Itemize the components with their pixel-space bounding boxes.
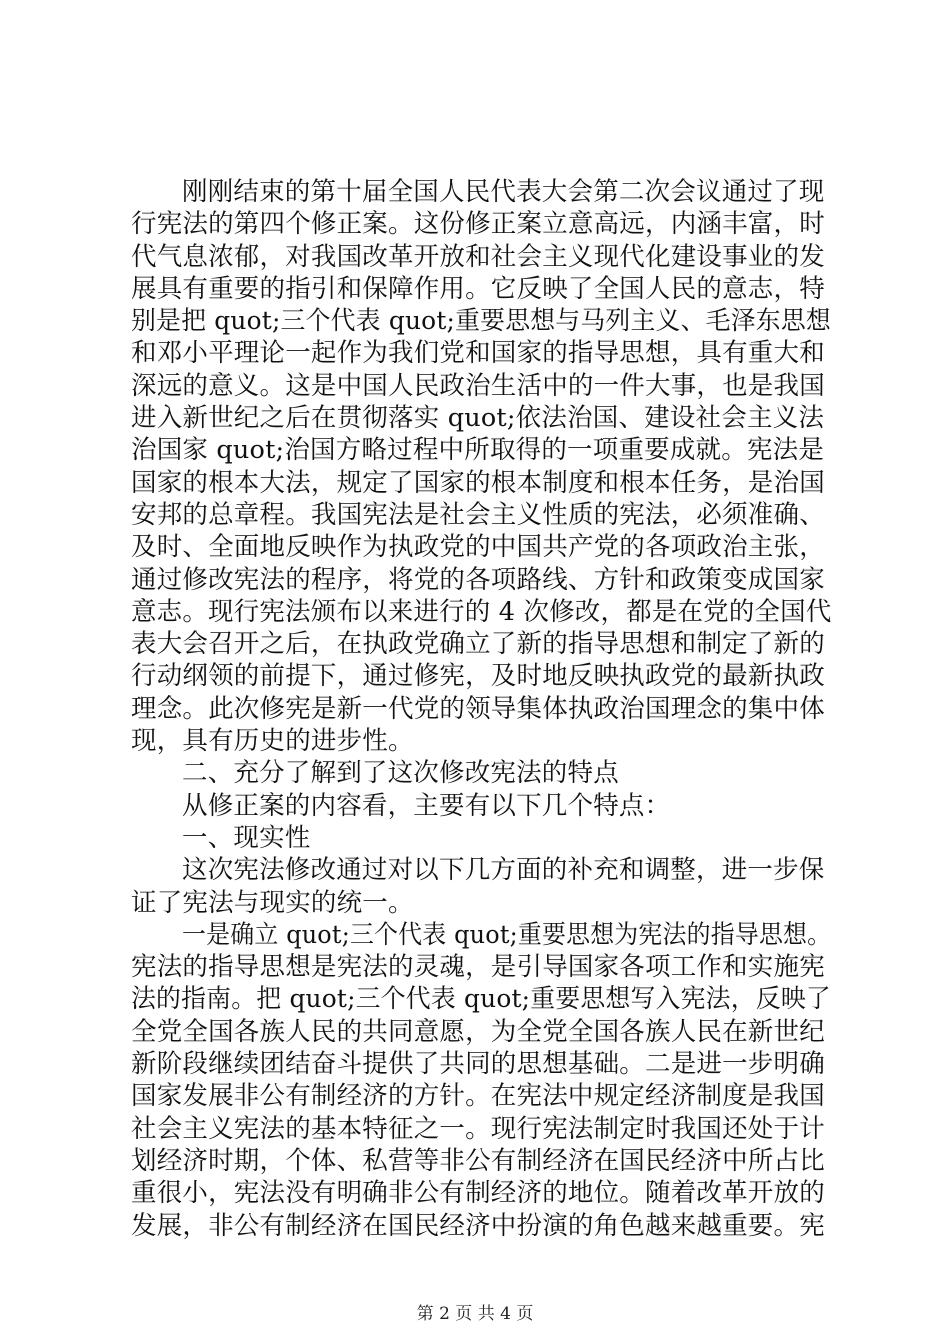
text-line: 及时、全面地反映作为执政党的中国共产党的各项政治主张， xyxy=(131,532,825,563)
text-line: 行动纲领的前提下，通过修宪，及时地反映执政党的最新执政 xyxy=(131,661,825,692)
document-body xyxy=(131,176,831,1242)
text-line: 法的指南。把 quot;三个代表 quot;重要思想写入宪法，反映了 xyxy=(131,984,831,1015)
page-footer: 第 2 页 共 4 页 xyxy=(416,1304,534,1324)
text-line: 展具有重要的指引和保障作用。它反映了全国人民的意志，特 xyxy=(131,273,825,304)
text-line: 重很小，宪法没有明确非公有制经济的地位。随着改革开放的 xyxy=(131,1178,825,1209)
text-line: 进入新世纪之后在贯彻落实 quot;依法治国、建设社会主义法 xyxy=(131,403,825,434)
text-line: 宪法的指导思想是宪法的灵魂，是引导国家各项工作和实施宪 xyxy=(131,952,825,983)
text-line: 发展，非公有制经济在国民经济中扮演的角色越来越重要。宪 xyxy=(131,1210,825,1241)
text-line: 社会主义宪法的基本特征之一。现行宪法制定时我国还处于计 xyxy=(131,1113,825,1144)
text-line: 国家发展非公有制经济的方针。在宪法中规定经济制度是我国 xyxy=(131,1081,825,1112)
text-line: 理念。此次修宪是新一代党的领导集体执政治国理念的集中体 xyxy=(131,693,825,724)
text-line: 这次宪法修改通过对以下几方面的补充和调整，进一步保 xyxy=(182,855,825,886)
text-line: 划经济时期，个体、私营等非公有制经济在国民经济中所占比 xyxy=(131,1145,825,1176)
text-line: 深远的意义。这是中国人民政治生活中的一件大事，也是我国 xyxy=(131,370,825,401)
text-line: 代气息浓郁，对我国改革开放和社会主义现代化建设事业的发 xyxy=(131,241,825,272)
text-line: 二、充分了解到了这次修改宪法的特点 xyxy=(182,758,619,789)
text-line: 别是把 quot;三个代表 quot;重要思想与马列主义、毛泽东思想 xyxy=(131,306,831,337)
text-line: 一是确立 quot;三个代表 quot;重要思想为宪法的指导思想。 xyxy=(182,919,832,950)
text-line: 证了宪法与现实的统一。 xyxy=(131,887,414,918)
text-line: 从修正案的内容看，主要有以下几个特点： xyxy=(182,790,671,821)
text-line: 治国家 quot;治国方略过程中所取得的一项重要成就。宪法是 xyxy=(131,435,825,466)
text-line: 意志。现行宪法颁布以来进行的 4 次修改，都是在党的全国代 xyxy=(131,596,832,627)
text-line: 和邓小平理论一起作为我们党和国家的指导思想，具有重大和 xyxy=(131,338,825,369)
text-line: 行宪法的第四个修正案。这份修正案立意高远，内涵丰富，时 xyxy=(131,209,825,240)
text-line: 全党全国各族人民的共同意愿，为全党全国各族人民在新世纪 xyxy=(131,1016,825,1047)
text-line: 现，具有历史的进步性。 xyxy=(131,726,414,757)
text-line: 一、现实性 xyxy=(182,822,311,853)
text-line: 刚刚结束的第十届全国人民代表大会第二次会议通过了现 xyxy=(182,177,825,207)
text-line: 通过修改宪法的程序，将党的各项路线、方针和政策变成国家 xyxy=(131,564,825,595)
text-line: 表大会召开之后，在执政党确立了新的指导思想和制定了新的 xyxy=(131,629,825,660)
text-line: 新阶段继续团结奋斗提供了共同的思想基础。二是进一步明确 xyxy=(131,1049,825,1080)
text-line: 国家的根本大法，规定了国家的根本制度和根本任务，是治国 xyxy=(131,467,825,498)
text-line: 安邦的总章程。我国宪法是社会主义性质的宪法，必须准确、 xyxy=(131,499,825,530)
